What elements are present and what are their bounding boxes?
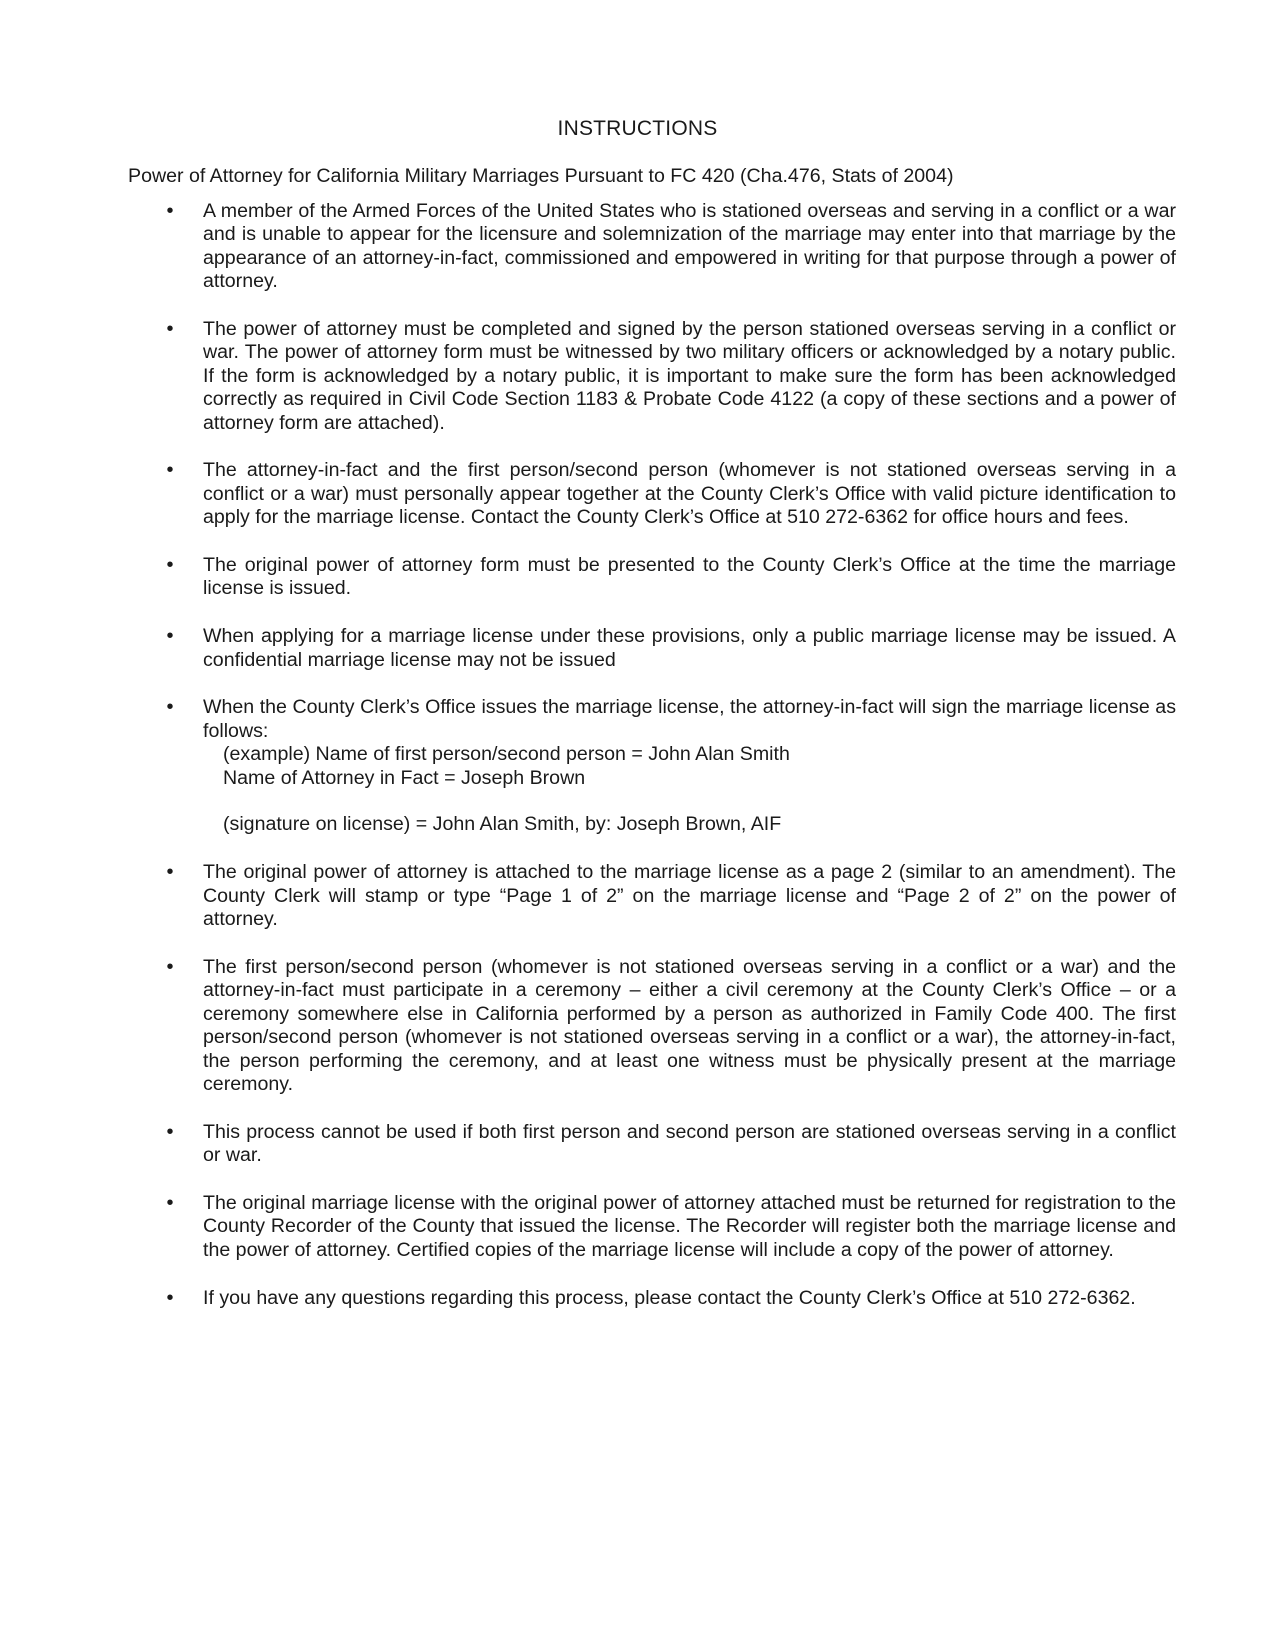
example-line: (example) Name of first person/second person = John Alan Smith xyxy=(223,743,790,766)
list-item xyxy=(0,459,1275,529)
list-item-text: The attorney-in-fact and the first person/second person (whomever is not stationed overseas serving in a conflict or a war) must personally appear together at the County Clerk’s Office with valid picture identification to apply for the marriage license. Contact the County Clerk’s Office at 510 272-6362 for office hours and fees. xyxy=(203,459,1176,529)
list-item xyxy=(0,1192,1275,1262)
list-item-text: When applying for a marriage license under these provisions, only a public marriage license may be issued. A confidential marriage license may not be issued xyxy=(203,625,1176,671)
list-item xyxy=(0,956,1275,1096)
bullet-icon: • xyxy=(166,1120,174,1143)
list-item xyxy=(0,318,1275,435)
example-line: (signature on license) = John Alan Smith, by: Joseph Brown, AIF xyxy=(223,813,782,836)
list-item-text: The original power of attorney form must be presented to the County Clerk’s Office at the time the marriage license is issued. xyxy=(203,554,1176,600)
list-item-text: A member of the Armed Forces of the United States who is stationed overseas and serving in a conflict or a war and is unable to appear for the licensure and solemnization of the marriage may enter into that marriage by the appearance of an attorney-in-fact, commissioned and empowered in writing for that purpose through a power of attorney. xyxy=(203,200,1176,293)
page-title: INSTRUCTIONS xyxy=(557,117,718,140)
list-item xyxy=(0,200,1275,294)
instruction-list xyxy=(0,200,1275,1334)
list-item xyxy=(0,1287,1275,1310)
list-item xyxy=(0,696,1275,836)
spacer xyxy=(203,790,1176,813)
list-item-text: The original power of attorney is attached to the marriage license as a page 2 (similar to an amendment). The County Clerk will stamp or type “Page 1 of 2” on the marriage license and “Page 2 of 2” on the power of attorney. xyxy=(203,861,1176,931)
bullet-icon: • xyxy=(166,861,174,884)
list-item-text xyxy=(203,696,1176,836)
bullet-icon: • xyxy=(166,1191,174,1214)
list-item-text: This process cannot be used if both first person and second person are stationed overseas serving in a conflict or war. xyxy=(203,1120,1176,1167)
list-item-text-main: When the County Clerk’s Office issues the marriage license, the attorney-in-fact will sign the marriage license as follows: xyxy=(203,696,1176,742)
list-item-text: The first person/second person (whomever is not stationed overseas serving in a conflict or a war) and the attorney-in-fact must participate in a ceremony – either a civil ceremony at the County Clerk’s Office – or a ceremony somewhere else in California performed by a person as authorized in Family Code 400. The first person/second person (whomever is not stationed overseas serving in a conflict or a war), the attorney-in-fact, the person performing the ceremony, and at least one witness must be physically present at the marriage ceremony. xyxy=(203,955,1176,1095)
list-item-text: The original marriage license with the original power of attorney attached must be returned for registration to the County Recorder of the County that issued the license. The Recorder will register both the marriage license and the power of attorney. Certified copies of the marriage license will include a copy of the power of attorney. xyxy=(203,1191,1176,1261)
example-line: Name of Attorney in Fact = Joseph Brown xyxy=(223,766,586,789)
list-item xyxy=(0,861,1275,931)
list-item xyxy=(0,625,1275,672)
bullet-icon: • xyxy=(166,554,174,577)
bullet-icon: • xyxy=(166,318,174,341)
list-item-text: If you have any questions regarding this process, please contact the County Clerk’s Office at 510 272-6362. xyxy=(203,1286,1136,1309)
bullet-icon: • xyxy=(166,459,174,482)
list-item xyxy=(0,1121,1275,1168)
bullet-icon: • xyxy=(166,625,174,648)
bullet-icon: • xyxy=(166,696,174,719)
bullet-icon: • xyxy=(166,1286,174,1309)
list-item-text: The power of attorney must be completed and signed by the person stationed overseas serving in a conflict or war. The power of attorney form must be witnessed by two military officers or acknowledged by a notary public. If the form is acknowledged by a notary public, it is important to make sure the form has been acknowledged correctly as required in Civil Code Section 1183 & Probate Code 4122 (a copy of these sections and a power of attorney form are attached). xyxy=(203,318,1176,434)
page-subtitle: Power of Attorney for California Military Marriages Pursuant to FC 420 (Cha.476, Stats of 2004) xyxy=(128,165,954,187)
bullet-icon: • xyxy=(166,200,174,222)
bullet-icon: • xyxy=(166,955,174,978)
list-item xyxy=(0,554,1275,601)
